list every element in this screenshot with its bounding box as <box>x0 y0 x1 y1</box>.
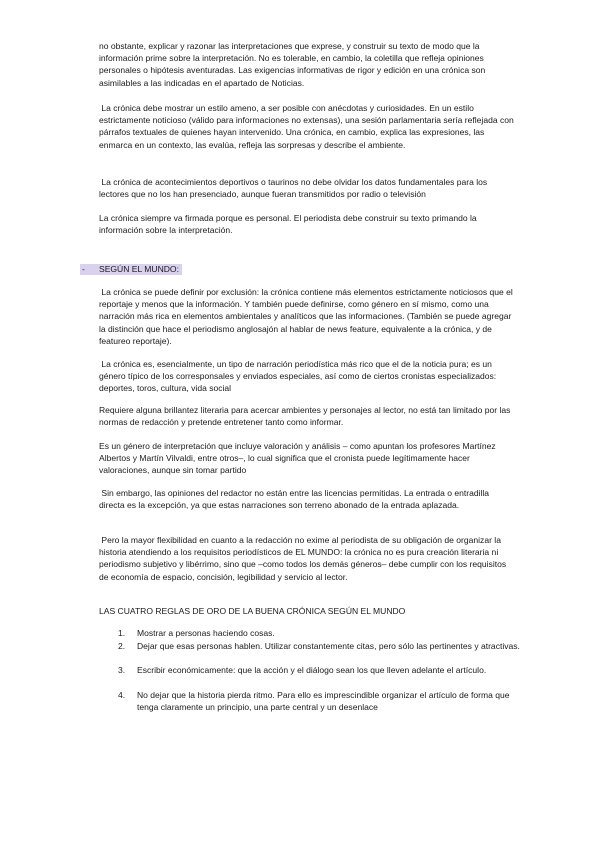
paragraph: Sin embargo, las opiniones del redactor no están entre las licencias permitidas. La entrada o entradilla directa es la excepción, ya que estas narraciones son terreno abonado de la entrada aplazada. <box>99 488 492 511</box>
paragraph: La crónica debe mostrar un estilo ameno, a ser posible con anécdotas y curiosidades. En un estilo estrictamente noticioso (válido para informaciones no extensas), una sesión parlamentaria sería reflejada con párrafos textuales de quienes hayan intervenido. Una crónica, en cambio, explica las expresiones, las enmarca en un contexto, las evalúa, refleja las sorpresas y describe el ambiente. <box>99 103 517 150</box>
list-item-number: 4. <box>118 690 126 700</box>
paragraph: Requiere alguna brillantez literaria para acercar ambientes y personajes al lector, no está tan limitado por las normas de redacción y pretende entretener tanto como informar. <box>99 405 513 428</box>
paragraph: Es un género de interpretación que incluye valoración y análisis – como apuntan los profesores Martínez Albertos y Martín Vilvaldi, entre otros–, lo cual significa que el cronista puede legítimamente hacer valoraciones, aunque sin tomar partido <box>99 441 498 476</box>
section-bullet: - <box>82 264 85 274</box>
list-item: Mostrar a personas haciendo cosas. <box>137 628 275 638</box>
list-item-number: 2. <box>118 641 126 651</box>
paragraph: La crónica siempre va firmada porque es personal. El periodista debe construir su texto primando la información sobre la interpretación. <box>99 213 480 236</box>
list-item: Escribir económicamente: que la acción y el diálogo sean los que lleven adelante el artículo. <box>137 665 487 675</box>
paragraph: La crónica de acontecimientos deportivos o taurinos no debe olvidar los datos fundamentales para los lectores que no los han presenciado, aunque fueran transmitidos por radio o televisión <box>99 177 490 200</box>
section-heading: SEGÚN EL MUNDO: <box>99 264 179 274</box>
list-item: Dejar que esas personas hablen. Utilizar constantemente citas, pero sólo las pertinentes y atractivas. <box>137 641 520 651</box>
list-item-number: 1. <box>118 628 126 638</box>
paragraph: La crónica es, esencialmente, un tipo de narración periodística más rico que el de la noticia pura; es un género típico de los corresponsales y enviados especiales, así como de ciertos cronistas especializados: deportes, toros, cultura, vida social <box>99 359 499 394</box>
list-item: No dejar que la historia pierda ritmo. Para ello es imprescindible organizar el artículo de forma que tenga claramente un principio, una parte central y un desenlace <box>137 690 510 713</box>
list-item-number: 3. <box>118 665 126 675</box>
paragraph: no obstante, explicar y razonar las interpretaciones que exprese, y construir su texto de modo que la información prime sobre la interpretación. No es tolerable, en cambio, la coletilla que refleja opiniones personales o hipótesis aventuradas. Las exigencias informativas de rigor y edición en una crónica son asimilables a las indicadas en el apartado de Noticias. <box>99 41 488 88</box>
rules-title: LAS CUATRO REGLAS DE ORO DE LA BUENA CRÓNICA SEGÚN EL MUNDO <box>99 606 406 616</box>
paragraph: Pero la mayor flexibilidad en cuanto a la redacción no exime al periodista de su obligación de organizar la historia atendiendo a los requisitos periodísticos de EL MUNDO: la crónica no es pura creación literaria ni periodismo subjetivo y libérrimo, sino que –como todos los demás géneros– debe cumplir con los requisitos de economía de espacio, concisión, legibilidad y servicio al lector. <box>99 535 509 582</box>
paragraph: La crónica se puede definir por exclusión: la crónica contiene más elementos estrictamente noticiosos que el reportaje y menos que la información. Y también puede definirse, como género en sí mismo, como una narración más rica en elementos ambientales y analíticos que las informaciones. (También se puede agregar la distinción que hace el periodismo anglosajón al hablar de news feature, equivalente a la crónica, y de featureo reportaje). <box>99 287 516 346</box>
